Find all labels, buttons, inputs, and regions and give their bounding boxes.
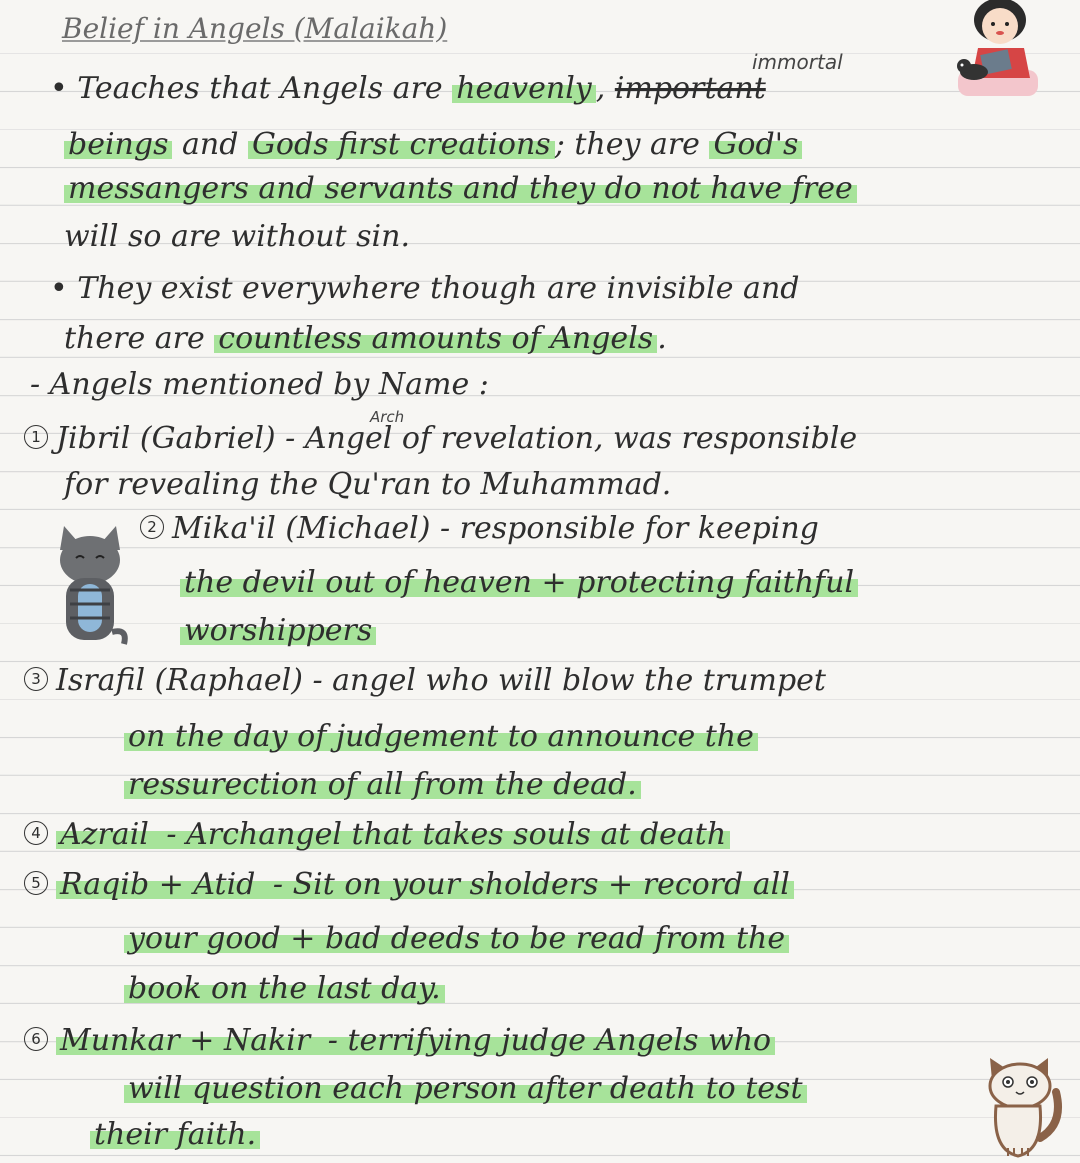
angel-3-line-3 bbox=[124, 766, 641, 804]
immortal-note: immortal bbox=[752, 50, 843, 74]
angel-1-line-2: for revealing the Qu'ran to Muhammad. bbox=[64, 467, 672, 502]
highlight: heavenly bbox=[452, 71, 596, 106]
intro-line-2 bbox=[64, 126, 802, 164]
highlight: Gods first creations bbox=[248, 127, 555, 162]
intro-line-1 bbox=[50, 70, 766, 108]
angel-3-line-2 bbox=[124, 718, 758, 756]
girl-with-laptop-sticker-icon bbox=[938, 0, 1058, 100]
brown-cat-sticker-icon bbox=[978, 1052, 1068, 1160]
intro-text: there are bbox=[64, 321, 215, 356]
intro-text: , bbox=[595, 71, 615, 106]
angel-2-line-1 bbox=[140, 510, 819, 548]
highlight: God's bbox=[709, 127, 802, 162]
angel-name: Raqib + Atid bbox=[56, 867, 259, 902]
angel-text: - terrifying judge Angels who bbox=[314, 1023, 775, 1058]
page-title bbox=[62, 10, 447, 48]
angel-6-line-2 bbox=[124, 1070, 807, 1108]
angel-5-line-2 bbox=[124, 920, 789, 958]
angel-text: - Archangel that takes souls at death bbox=[153, 817, 730, 852]
angel-name: Azrail bbox=[56, 817, 153, 852]
number-badge: 2 bbox=[140, 515, 164, 539]
angel-4-line-1 bbox=[24, 816, 730, 854]
highlight: will question each person after death to test bbox=[124, 1071, 807, 1106]
intro-line-6 bbox=[64, 320, 667, 358]
highlight: your good + bad deeds to be read from the bbox=[124, 921, 789, 956]
angel-name: Israfil (Raphael) bbox=[56, 663, 303, 698]
angel-name: Mika'il (Michael) bbox=[172, 511, 431, 546]
intro-line-5: • They exist everywhere though are invisible and bbox=[50, 271, 800, 306]
intro-line-3 bbox=[64, 170, 857, 208]
section-heading: - Angels mentioned by Name : bbox=[30, 367, 489, 402]
highlight: the devil out of heaven + protecting faithful bbox=[180, 565, 858, 600]
number-badge: 6 bbox=[24, 1027, 48, 1051]
angel-name: Munkar + Nakir bbox=[56, 1023, 314, 1058]
highlight: their faith. bbox=[90, 1117, 260, 1152]
grey-cat-sticker-icon bbox=[50, 520, 130, 650]
angel-name: Jibril (Gabriel) bbox=[56, 421, 276, 456]
number-badge: 1 bbox=[24, 425, 48, 449]
highlight: countless amounts of Angels bbox=[214, 321, 657, 356]
highlight: worshippers bbox=[180, 613, 376, 648]
angel-text: - angel who will blow the trumpet bbox=[302, 663, 826, 698]
highlight: ressurection of all from the dead. bbox=[124, 767, 641, 802]
number-badge: 5 bbox=[24, 871, 48, 895]
title-text: Belief in Angels (Malaikah) bbox=[62, 12, 448, 45]
angel-text: - responsible for keeping bbox=[430, 511, 819, 546]
intro-text: . bbox=[657, 321, 667, 356]
intro-text: and bbox=[172, 127, 248, 162]
intro-text: • Teaches that Angels are bbox=[50, 71, 453, 106]
angel-5-line-1 bbox=[24, 866, 794, 904]
highlight: beings bbox=[64, 127, 172, 162]
highlight: on the day of judgement to announce the bbox=[124, 719, 758, 754]
angel-text: - Angel of revelation, was responsible bbox=[275, 421, 858, 456]
angel-3-line-1 bbox=[24, 662, 826, 700]
number-badge: 4 bbox=[24, 821, 48, 845]
angel-2-line-3 bbox=[180, 612, 376, 650]
intro-text: ; they are bbox=[554, 127, 710, 162]
arch-note: Arch bbox=[370, 408, 405, 426]
intro-line-4: will so are without sin. bbox=[64, 219, 410, 254]
angel-6-line-1 bbox=[24, 1022, 775, 1060]
struck-word: important bbox=[614, 71, 766, 106]
angel-5-line-3 bbox=[124, 970, 445, 1008]
angel-2-line-2 bbox=[180, 564, 858, 602]
angel-1-line-1 bbox=[24, 420, 857, 458]
number-badge: 3 bbox=[24, 667, 48, 691]
highlight: messangers and servants and they do not have free bbox=[64, 171, 857, 206]
angel-text: - Sit on your sholders + record all bbox=[259, 867, 793, 902]
highlight: book on the last day. bbox=[124, 971, 445, 1006]
angel-6-line-3 bbox=[90, 1116, 260, 1154]
